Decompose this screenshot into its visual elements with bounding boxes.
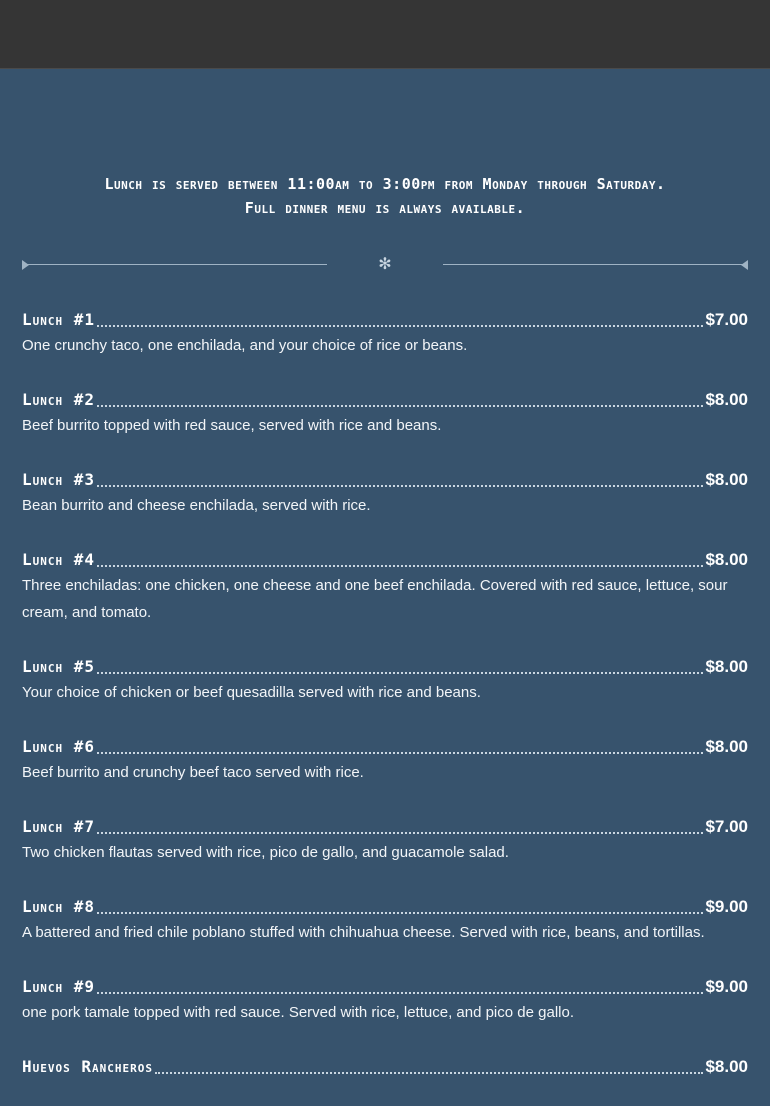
menu-item-description: A battered and fried chile poblano stuffed with chihuahua cheese. Served with rice, beans, and tortillas.	[22, 924, 705, 941]
notice-line-2: Full dinner menu is always available.	[244, 199, 526, 217]
menu-item-lunch-5	[22, 653, 748, 706]
menu-item-name: Lunch #2	[22, 390, 96, 409]
divider-arrow-left-icon	[22, 260, 29, 270]
dot-leader	[97, 485, 703, 487]
menu-item-lunch-2	[22, 386, 748, 439]
menu-item-description: one pork tamale topped with red sauce. Served with rice, lettuce, and pico de gallo.	[22, 1004, 574, 1021]
menu-item-price: $7.00	[705, 310, 748, 329]
dot-leader	[97, 405, 703, 407]
menu-item-lunch-7	[22, 813, 748, 866]
menu-item-description: One crunchy taco, one enchilada, and your choice of rice or beans.	[22, 337, 468, 354]
menu-item-price: $7.00	[705, 817, 748, 836]
top-header-bar	[0, 0, 770, 69]
dot-leader	[97, 992, 703, 994]
menu-item-huevos-rancheros	[22, 1053, 748, 1079]
menu-item-name: Lunch #7	[22, 817, 96, 836]
menu-item-lunch-6	[22, 733, 748, 786]
menu-item-description: Bean burrito and cheese enchilada, served with rice.	[22, 497, 371, 514]
lunch-menu-list	[22, 306, 748, 1106]
notice-line-1: Lunch is served between 11:00am to 3:00pm from Monday through Saturday.	[104, 175, 666, 193]
menu-item-description: Two chicken flautas served with rice, pico de gallo, and guacamole salad.	[22, 844, 509, 861]
menu-item-price: $9.00	[705, 897, 748, 916]
dot-leader	[97, 752, 703, 754]
menu-item-name: Lunch #9	[22, 977, 96, 996]
menu-item-price: $8.00	[705, 550, 748, 569]
menu-item-description: Three enchiladas: one chicken, one cheese and one beef enchilada. Covered with red sauce, lettuce, sour cream, and tomato.	[22, 577, 728, 621]
menu-item-price: $8.00	[705, 657, 748, 676]
menu-item-lunch-1	[22, 306, 748, 359]
menu-item-price: $8.00	[705, 1057, 748, 1076]
menu-item-description: Your choice of chicken or beef quesadilla served with rice and beans.	[22, 684, 481, 701]
menu-item-price: $8.00	[705, 470, 748, 489]
section-divider	[22, 254, 748, 276]
menu-item-price: $8.00	[705, 737, 748, 756]
menu-item-name: Lunch #1	[22, 310, 96, 329]
menu-item-lunch-8	[22, 893, 748, 946]
asterisk-ornament-icon: ✻	[378, 256, 392, 273]
menu-item-name: Lunch #6	[22, 737, 96, 756]
menu-item-price: $9.00	[705, 977, 748, 996]
dot-leader	[97, 912, 703, 914]
lunch-hours-notice	[0, 172, 770, 220]
menu-item-lunch-9	[22, 973, 748, 1026]
dot-leader	[97, 672, 703, 674]
menu-item-name: Huevos Rancheros	[22, 1057, 153, 1076]
dot-leader	[155, 1072, 703, 1074]
menu-item-description: Beef burrito and crunchy beef taco served with rice.	[22, 764, 364, 781]
menu-item-price: $8.00	[705, 390, 748, 409]
menu-item-description: Beef burrito topped with red sauce, served with rice and beans.	[22, 417, 442, 434]
menu-item-name: Lunch #5	[22, 657, 96, 676]
dot-leader	[97, 325, 703, 327]
dot-leader	[97, 565, 703, 567]
menu-item-name: Lunch #8	[22, 897, 96, 916]
menu-item-name: Lunch #3	[22, 470, 96, 489]
menu-item-lunch-4	[22, 546, 748, 626]
divider-line-left	[22, 264, 327, 265]
menu-item-name: Lunch #4	[22, 550, 96, 569]
dot-leader	[97, 832, 703, 834]
menu-item-lunch-3	[22, 466, 748, 519]
divider-arrow-right-icon	[741, 260, 748, 270]
divider-line-right	[443, 264, 748, 265]
